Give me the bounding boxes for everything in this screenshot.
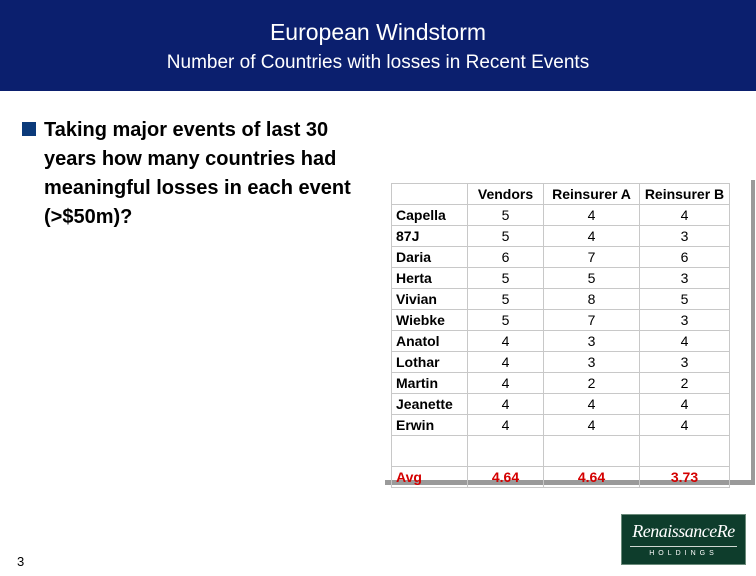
event-name-cell: Avg <box>392 467 468 488</box>
vendors-cell: 4 <box>468 331 544 352</box>
event-name-cell: 87J <box>392 226 468 247</box>
vendors-cell: 5 <box>468 205 544 226</box>
reinsurer-a-cell: 4 <box>544 394 640 415</box>
column-header-reinsurer-b: Reinsurer B <box>640 184 730 205</box>
event-name-cell: Herta <box>392 268 468 289</box>
table-avg-row <box>392 467 730 488</box>
event-name-cell: Erwin <box>392 415 468 436</box>
table-row <box>392 289 730 310</box>
reinsurer-a-cell: 3 <box>544 352 640 373</box>
column-header-reinsurer-a: Reinsurer A <box>544 184 640 205</box>
table-header-row <box>392 184 730 205</box>
vendors-cell: 6 <box>468 247 544 268</box>
reinsurer-b-cell: 6 <box>640 247 730 268</box>
vendors-cell: 5 <box>468 226 544 247</box>
bullet-text: Taking major events of last 30 years how many countries had meaningful losses in each event (>$50m)? <box>44 119 351 228</box>
reinsurer-b-cell: 5 <box>640 289 730 310</box>
table-row <box>392 373 730 394</box>
reinsurer-b-cell: 3 <box>640 268 730 289</box>
event-name-cell: Daria <box>392 247 468 268</box>
reinsurer-a-cell: 4 <box>544 226 640 247</box>
logo-brand-text: RenaissanceRe <box>632 521 735 541</box>
reinsurer-a-cell: 7 <box>544 310 640 331</box>
table-row <box>392 205 730 226</box>
empty-cell <box>392 436 468 467</box>
table-row <box>392 415 730 436</box>
event-name-cell: Martin <box>392 373 468 394</box>
reinsurer-b-cell: 4 <box>640 394 730 415</box>
column-header-event <box>392 184 468 205</box>
table-body <box>392 205 730 488</box>
vendors-cell: 4 <box>468 415 544 436</box>
reinsurer-a-cell: 4 <box>544 205 640 226</box>
reinsurer-a-cell: 5 <box>544 268 640 289</box>
slide-subtitle: Number of Countries with losses in Recent Events <box>166 52 590 73</box>
data-table-panel <box>381 175 751 485</box>
vendors-cell: 5 <box>468 289 544 310</box>
empty-cell <box>640 436 730 467</box>
vendors-cell: 5 <box>468 310 544 331</box>
vendors-cell: 4 <box>468 352 544 373</box>
reinsurer-a-cell: 4 <box>544 415 640 436</box>
reinsurer-b-cell: 3 <box>640 352 730 373</box>
table-row <box>392 310 730 331</box>
slide-header <box>0 0 756 91</box>
empty-cell <box>544 436 640 467</box>
table-row <box>392 268 730 289</box>
reinsurer-b-cell: 3 <box>640 310 730 331</box>
square-bullet-icon <box>22 122 36 136</box>
reinsurer-a-cell: 3 <box>544 331 640 352</box>
reinsurer-b-cell: 3.73 <box>640 467 730 488</box>
column-header-vendors: Vendors <box>468 184 544 205</box>
vendors-cell: 4.64 <box>468 467 544 488</box>
renaissancere-logo <box>621 514 746 565</box>
reinsurer-a-cell: 2 <box>544 373 640 394</box>
empty-cell <box>468 436 544 467</box>
bullet-point <box>22 116 372 232</box>
reinsurer-b-cell: 3 <box>640 226 730 247</box>
table-row <box>392 226 730 247</box>
event-name-cell: Jeanette <box>392 394 468 415</box>
reinsurer-a-cell: 4.64 <box>544 467 640 488</box>
page-number: 3 <box>17 554 25 569</box>
reinsurer-b-cell: 4 <box>640 205 730 226</box>
reinsurer-b-cell: 4 <box>640 415 730 436</box>
event-name-cell: Capella <box>392 205 468 226</box>
logo-divider <box>630 546 737 547</box>
windstorm-table <box>391 183 730 488</box>
event-name-cell: Wiebke <box>392 310 468 331</box>
reinsurer-a-cell: 8 <box>544 289 640 310</box>
slide-title: European Windstorm <box>269 19 487 45</box>
event-name-cell: Lothar <box>392 352 468 373</box>
table-spacer-row <box>392 436 730 467</box>
table-row <box>392 352 730 373</box>
event-name-cell: Anatol <box>392 331 468 352</box>
vendors-cell: 4 <box>468 394 544 415</box>
event-name-cell: Vivian <box>392 289 468 310</box>
reinsurer-b-cell: 2 <box>640 373 730 394</box>
vendors-cell: 5 <box>468 268 544 289</box>
table-row <box>392 247 730 268</box>
logo-sub-text: HOLDINGS <box>649 550 718 557</box>
table-row <box>392 394 730 415</box>
reinsurer-b-cell: 4 <box>640 331 730 352</box>
reinsurer-a-cell: 7 <box>544 247 640 268</box>
vendors-cell: 4 <box>468 373 544 394</box>
table-row <box>392 331 730 352</box>
